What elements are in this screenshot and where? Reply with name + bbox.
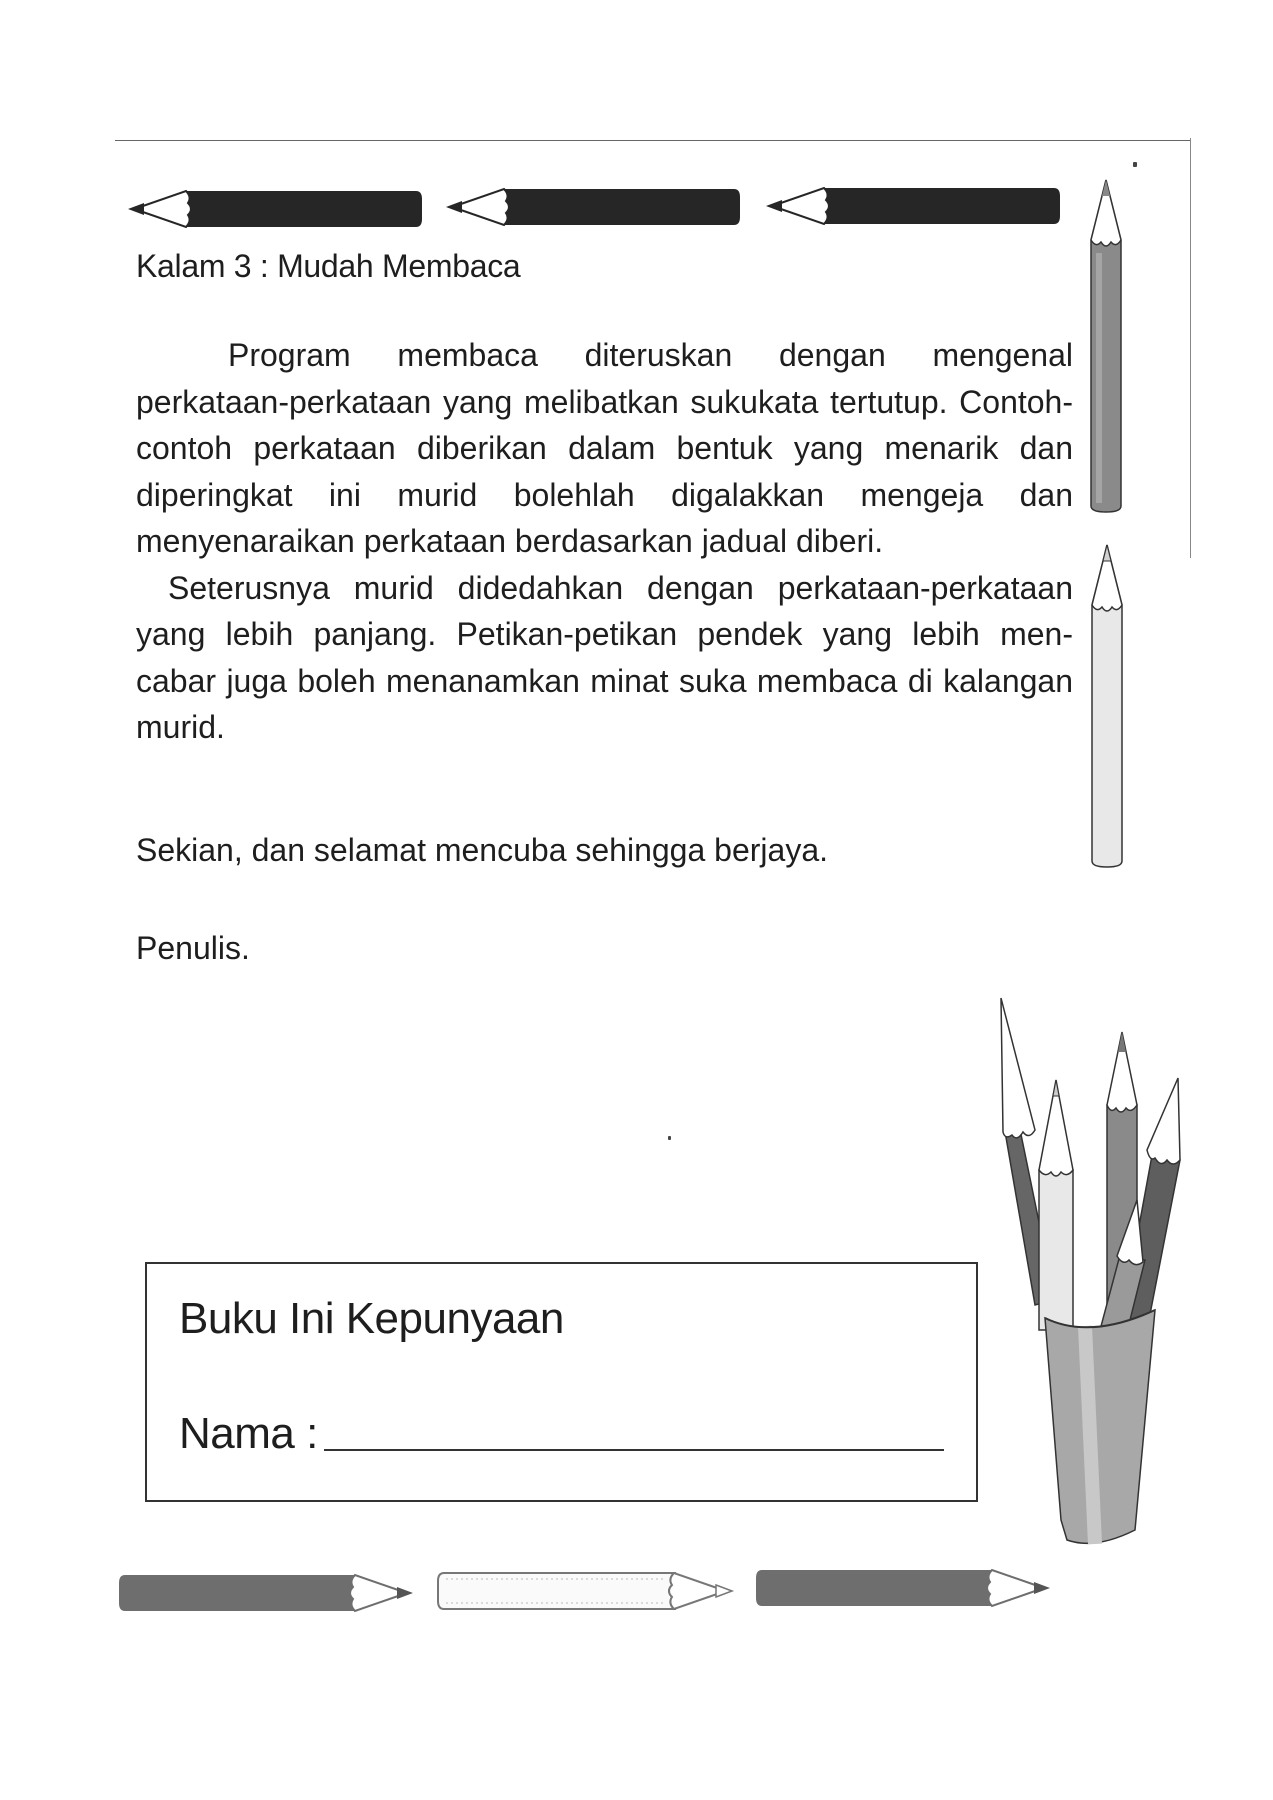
pencil-icon: [126, 189, 426, 229]
pencil-icon: [1039, 1080, 1073, 1330]
pencil-cup-icon: [995, 1030, 1185, 1550]
owner-box-title: Buku Ini Kepunyaan: [179, 1294, 564, 1343]
page-heading: Kalam 3 : Mudah Membaca: [136, 248, 521, 284]
scan-speck: [668, 1136, 671, 1140]
pencil-icon: [444, 187, 744, 227]
scan-speck: [1133, 162, 1137, 167]
pencil-icon: [115, 1573, 415, 1613]
paragraph: Seterusnya murid didedahkan dengan perkataan-perkataan yang lebih panjang. Petikan-petikan pendek yang lebih men-cabar juga boleh menanamkan minat suka membaca di kalangan murid.: [136, 569, 1073, 745]
name-field[interactable]: [324, 1449, 944, 1451]
top-border-rule: [115, 140, 1191, 141]
pencil-icon: [1088, 178, 1124, 514]
pencil-icon: [1089, 543, 1125, 869]
owner-box: [145, 1262, 978, 1502]
name-label: Nama :: [179, 1409, 318, 1458]
closing-line: Sekian, dan selamat mencuba sehingga berjaya.: [136, 832, 828, 868]
pencil-icon: [752, 1568, 1052, 1608]
pencil-icon: [434, 1571, 734, 1611]
body-text: [136, 332, 1073, 751]
name-row: [179, 1409, 944, 1459]
right-border-rule: [1190, 138, 1191, 558]
pencil-icon: [764, 186, 1064, 226]
signoff: Penulis.: [136, 930, 250, 966]
paragraph: Program membaca diteruskan dengan mengenal perkataan-perkataan yang melibatkan sukukata tertutup. Contoh-contoh perkataan diberikan dalam bentuk yang menarik dan diperingkat ini murid bolehlah digalakkan mengeja dan menyenaraikan perkataan berdasarkan jadual diberi.: [136, 337, 1073, 559]
